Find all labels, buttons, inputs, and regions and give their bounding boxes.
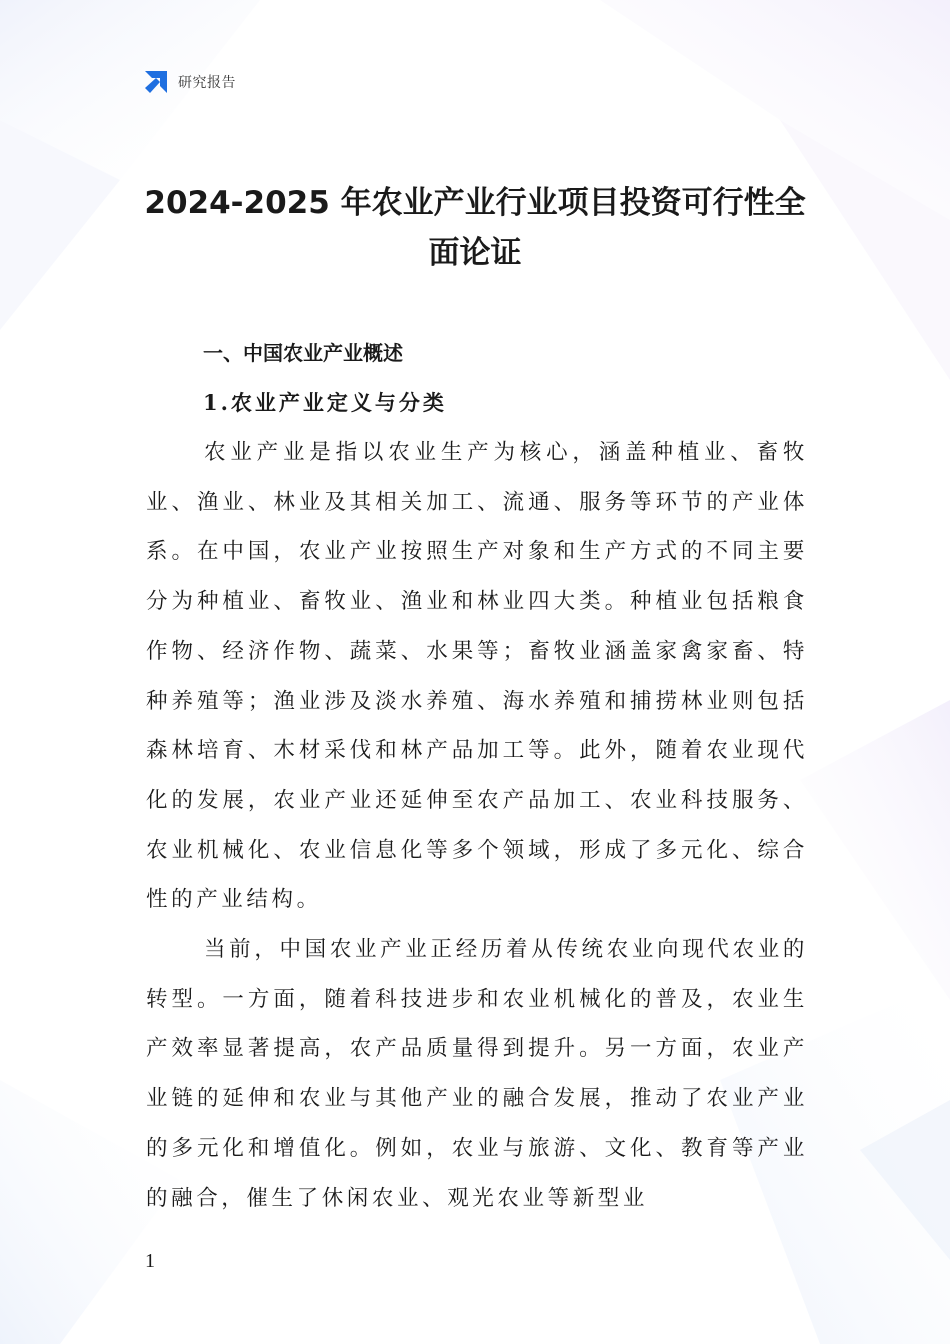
document-title: 2024-2025 年农业产业行业项目投资可行性全面论证	[144, 185, 806, 271]
subsection-heading: 1.农业产业定义与分类	[203, 390, 447, 415]
section-heading: 一、中国农业产业概述	[203, 341, 403, 365]
body-paragraph: 当前，中国农业产业正经历着从传统农业向现代农业的转型。一方面，随着科技进步和农业机械化的普及，农业生产效率显著提高，农产品质量得到提升。另一方面，农业产业链的延伸和农业与其他产业的融合发展，推动了农业产业的多元化和增值化。例如，农业与旅游、文化、教育等产业的融合，催生了休闲农业、观光农业等新型业	[146, 937, 808, 1211]
page-number: 1	[145, 1250, 155, 1272]
header-label: 研究报告	[178, 75, 236, 91]
decor-shape	[800, 700, 950, 1000]
arrow-up-right-icon	[143, 69, 169, 95]
report-header	[143, 68, 236, 96]
body-paragraph: 农业产业是指以农业生产为核心，涵盖种植业、畜牧业、渔业、林业及其相关加工、流通、服务等环节的产业体系。在中国，农业产业按照生产对象和生产方式的不同主要分为种植业、畜牧业、渔业和林业四大类。种植业包括粮食作物、经济作物、蔬菜、水果等；畜牧业涵盖家禽家畜、特种养殖等；渔业涉及淡水养殖、海水养殖和捕捞林业则包括森林培育、木材采伐和林产品加工等。此外，随着农业现代化的发展，农业产业还延伸至农产品加工、农业科技服务、农业机械化、农业信息化等多个领域，形成了多元化、综合性的产业结构。	[146, 440, 808, 913]
document-body	[146, 328, 808, 1223]
